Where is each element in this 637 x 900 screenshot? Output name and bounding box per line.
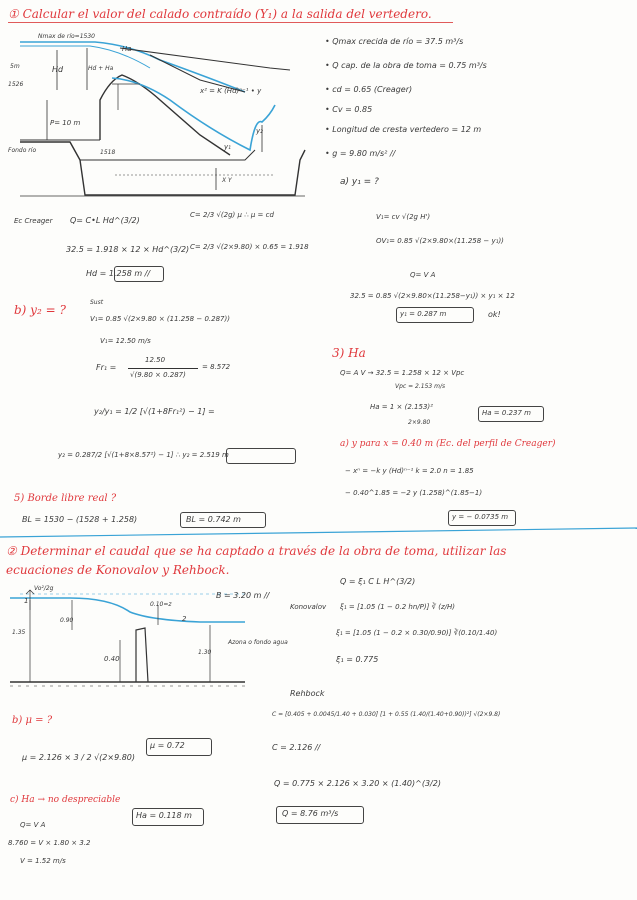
creager-result: Hd = 1.258 m //: [86, 269, 151, 278]
d2-b: B = 3.20 m //: [216, 591, 270, 600]
b-v1: V₁= 0.85 √(2×9.80 × (11.258 − 0.287)): [90, 315, 230, 323]
d2-z: 0.10=z: [150, 601, 172, 608]
diagram-ha: Ha: [122, 45, 132, 53]
question-a: a) y₁ = ?: [340, 177, 379, 187]
kon-label: Konovalov: [290, 603, 327, 611]
b-ratio: y₂/y₁ = 1/2 [√(1+8Fr₁²) − 1] =: [94, 407, 215, 416]
kon-eq2: ξ₁ = [1.05 (1 − 0.2 × 0.30/0.90)] ∛(0.10/1.40): [336, 629, 498, 637]
profile-result: y = − 0.0735 m: [452, 513, 509, 521]
diagram-y2: y₂: [256, 127, 263, 135]
d2-zona: Azona o fondo agua: [228, 639, 288, 646]
ha-result: Ha = 0.237 m: [482, 409, 531, 417]
d2-135: 1.35: [12, 629, 26, 636]
diagram-xy: X Y: [222, 177, 232, 184]
problem-2-title: [6, 542, 566, 580]
p2-q-eq: Q = ξ₁ C L H^(3/2): [340, 577, 416, 586]
diagram-1526: 1526: [8, 81, 24, 88]
vel-ok: ok!: [488, 310, 501, 319]
b-fr-num: 12.50: [145, 356, 166, 364]
data-qcap: • Q cap. de la obra de toma = 0.75 m³/s: [325, 61, 487, 70]
data-cd: • cd = 0.65 (Creager): [325, 85, 413, 94]
creager-mu1: C= 2/3 √(2g) μ ∴ μ = cd: [190, 211, 274, 219]
diagram-hd-ha: Hd + Ha: [88, 65, 114, 72]
creager-eq2: 32.5 = 1.918 × 12 × Hd^(3/2): [66, 245, 190, 254]
question-ha: 3) Ha: [332, 346, 366, 360]
creager-eq1: Q= C•L Hd^(3/2): [70, 216, 140, 225]
d2-090: 0.90: [60, 617, 74, 624]
b-fr-result: = 8.572: [202, 363, 231, 371]
vel-v1: V₁= cv √(2g H'): [376, 213, 431, 221]
d2-040: 0.40: [104, 655, 120, 663]
question-profile: a) y para x = 0.40 m (Ec. del perfil de Creager): [340, 439, 556, 449]
reh-final: Q = 8.76 m³/s: [282, 809, 339, 818]
creager-title: Ec Creager: [14, 217, 53, 225]
creager-mu2: C= 2/3 √(2×9.80) × 0.65 = 1.918: [190, 243, 309, 251]
vel-v2: OV₁= 0.85 √(2×9.80×(11.258 − y₁)): [376, 237, 504, 245]
diagram-fondo: Fondo río: [8, 147, 37, 154]
diagram-hd: Hd: [52, 65, 64, 74]
ha-eq1: Q= A V → 32.5 = 1.258 × 12 × Vpc: [340, 369, 465, 377]
ha-eq2: Vpc = 2.153 m/s: [395, 383, 446, 390]
kon-eq1: ξ₁ = [1.05 (1 − 0.2 hn/P)] ∛ (z/H): [340, 603, 456, 611]
data-length: • Longitud de cresta vertedero = 12 m: [325, 125, 482, 134]
diagram-y1: y₁: [224, 143, 231, 151]
diagram-equation: x² = K (Hd)ⁿ⁻¹ • y: [200, 87, 262, 95]
bl-result: BL = 0.742 m: [186, 515, 241, 524]
profile-eq2: − 0.40^1.85 = −2 y (1.258)^(1.85−1): [345, 489, 483, 497]
diagram-nmax: Nmax de río=1530: [38, 33, 95, 40]
b-v1-result: V₁= 12.50 m/s: [100, 337, 151, 345]
b-result: y₂ = 0.287/2 [√(1+8×8.57²) − 1] ∴ y₂ = 2.519 m: [58, 451, 229, 459]
ha2-eq: 8.760 = V × 1.80 × 3.2: [8, 839, 91, 847]
ha2-v: V = 1.52 m/s: [20, 857, 66, 865]
b-fr-bar: [128, 368, 198, 369]
kon-result: ξ₁ = 0.775: [336, 655, 379, 664]
problem-2-title-text: ② Determinar el caudal que se ha captado a través de la obra de toma, utilizar las ecuaciones de Konovalov y Rehbock.: [6, 544, 507, 578]
question-ha2: c) Ha → no despreciable: [10, 795, 121, 805]
d2-130: 1.30: [198, 649, 212, 656]
b-sust: Sust: [90, 299, 104, 306]
ha-eq3: Ha = 1 × (2.153)²: [370, 403, 433, 411]
ha2-result: Ha = 0.118 m: [136, 811, 192, 820]
question-bl: 5) Borde libre real ?: [14, 493, 117, 504]
diagram-5m: 5m: [10, 63, 20, 70]
vel-result: y₁ = 0.287 m: [400, 310, 447, 318]
mu-eq: μ = 2.126 × 3 / 2 √(2×9.80): [22, 753, 136, 762]
reh-label: Rehbock: [290, 689, 325, 698]
ha2-q: Q= V A: [20, 821, 46, 829]
d2-vo: Vo²/2g: [34, 585, 54, 592]
data-cv: • Cv = 0.85: [325, 105, 373, 114]
question-b: b) y₂ = ?: [14, 303, 66, 317]
diagram-1518: 1518: [100, 149, 116, 156]
reh-eq1: C = [0.405 + 0.0045/1.40 + 0.030] [1 + 0.55 (1.40/(1.40+0.90))²] √(2×9.8): [272, 711, 501, 718]
diagram-p: P= 10 m: [50, 119, 81, 127]
d2-section-1: 1: [24, 597, 29, 605]
question-mu: b) μ = ?: [12, 715, 53, 726]
bl-eq: BL = 1530 − (1528 + 1.258): [22, 515, 138, 524]
b-fr: Fr₁ =: [96, 363, 117, 372]
problem-1-title: ① Calcular el valor del calado contraído (Y₁) a la salida del vertedero.: [8, 7, 432, 21]
reh-eq2: Q = 0.775 × 2.126 × 3.20 × (1.40)^(3/2): [274, 779, 441, 788]
vel-eq: 32.5 = 0.85 √(2×9.80×(11.258−y₁)) × y₁ × 12: [350, 292, 515, 300]
ha-eq3-den: 2×9.80: [408, 419, 431, 426]
data-qmax: • Qmax crecida de río = 37.5 m³/s: [325, 37, 464, 46]
b-fr-den: √(9.80 × 0.287): [130, 371, 186, 379]
d2-section-2: 2: [182, 615, 187, 623]
data-g: • g = 9.80 m/s² //: [325, 149, 396, 158]
reh-result: C = 2.126 //: [272, 743, 321, 752]
mu-result: μ = 0.72: [150, 741, 185, 750]
vel-q: Q= V A: [410, 271, 436, 279]
profile-eq1: − xⁿ = −k y (Hd)ⁿ⁻¹ k = 2.0 n = 1.85: [345, 467, 474, 475]
